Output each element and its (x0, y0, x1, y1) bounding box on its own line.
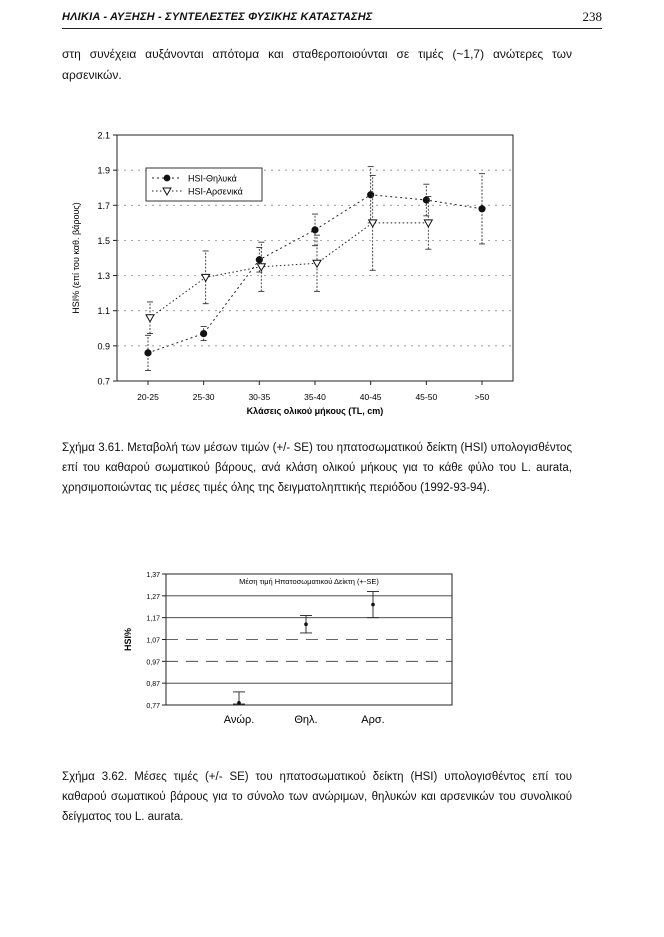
male-data-point (257, 264, 265, 271)
chart-title: Μέση τιμή Ηπατοσωματικού Δείκτη (+-SE) (239, 577, 379, 586)
x-tick-label: 30-35 (248, 392, 271, 402)
figure1-caption: Σχήμα 3.61. Μεταβολή των μέσων τιμών (+/- SE) του ηπατοσωματικού δείκτη (HSI) υπολογισθέντος επί του καθαρού σωματικού βάρους, ανά κλάση ολικού μήκους για το κάθε φύλο του L. aurata, χρησιμοποιώντας τις μέσες τιμές όλης της δειγματοληπτικής περιόδου (1992-93-94). (62, 442, 572, 494)
female-data-point (423, 196, 430, 203)
y-tick-label: 1.5 (97, 235, 110, 246)
y-tick-label: 1.9 (97, 165, 110, 176)
y-tick-label: 0.9 (97, 341, 110, 352)
x-tick-label: 25-30 (192, 392, 215, 402)
data-point (237, 701, 241, 705)
legend-label: HSI-Θηλυκά (188, 173, 237, 184)
y-axis-label: HSI% (επί του καθ. βάρους) (71, 202, 81, 314)
y-tick-label: 0,97 (146, 659, 160, 667)
intro-paragraph: στη συνέχεια αυξάνονται απότομα και σταθεροποιούνται σε τιμές (~1,7) ανώτερες των αρσενικών. (62, 47, 572, 82)
male-data-point (313, 260, 321, 267)
data-point (304, 622, 308, 626)
y-axis-label: HSI% (123, 627, 133, 652)
male-series-line (150, 223, 428, 318)
x-tick-label: Ανώρ. (223, 714, 255, 726)
figure1-chart (60, 128, 530, 423)
y-tick-label: 2.1 (97, 130, 110, 141)
x-tick-label: 40-45 (359, 392, 382, 402)
running-header (62, 8, 602, 29)
page-number: 238 (582, 9, 602, 24)
data-point (371, 603, 375, 607)
female-data-point (367, 191, 374, 198)
male-data-point (424, 220, 432, 227)
male-data-point (202, 274, 210, 281)
y-tick-label: 1.7 (97, 200, 110, 211)
header-title: ΗΛΙΚΙΑ - ΑΥΞΗΣΗ - ΣΥΝΤΕΛΕΣΤΕΣ ΦΥΣΙΚΗΣ ΚΑΤΑΣΤΑΣΗΣ (62, 11, 373, 23)
y-tick-label: 1.1 (97, 306, 110, 317)
x-tick-label: >50 (474, 392, 490, 402)
y-tick-label: 1.3 (97, 271, 110, 282)
x-tick-label: Θηλ. (294, 714, 318, 726)
female-data-point (256, 256, 263, 263)
legend-female-marker (164, 175, 171, 182)
x-tick-label: 35-40 (304, 392, 326, 402)
x-axis-label: Κλάσεις ολικού μήκους (TL, cm) (246, 406, 384, 416)
male-data-point (369, 220, 377, 227)
x-tick-label: 20-25 (137, 392, 159, 402)
y-tick-label: 1,37 (146, 572, 160, 579)
female-series-line (148, 195, 482, 353)
x-tick-label: Αρσ. (361, 714, 385, 726)
figure2-chart (110, 562, 470, 732)
female-data-point (478, 205, 485, 212)
y-tick-label: 1,07 (146, 637, 160, 645)
legend-label: HSI-Αρσενικά (188, 186, 243, 197)
y-tick-label: 0,77 (146, 703, 160, 710)
y-tick-label: 0.7 (97, 376, 110, 387)
female-data-point (311, 226, 318, 233)
y-tick-label: 1,27 (146, 593, 160, 601)
x-tick-label: 45-50 (415, 392, 438, 402)
y-tick-label: 0,87 (146, 681, 160, 689)
y-tick-label: 1,17 (146, 615, 160, 623)
figure2-caption: Σχήμα 3.62. Μέσες τιμές (+/- SE) του ηπατοσωματικού δείκτη (HSI) υπολογισθέντος επί του καθαρού σωματικού βάρους για το σύνολο των ανώριμων, θηλυκών και αρσενικών του συνολικού δείγματος του L. aurata. (62, 771, 572, 823)
female-data-point (144, 349, 151, 356)
female-data-point (200, 330, 207, 337)
male-data-point (146, 315, 154, 322)
